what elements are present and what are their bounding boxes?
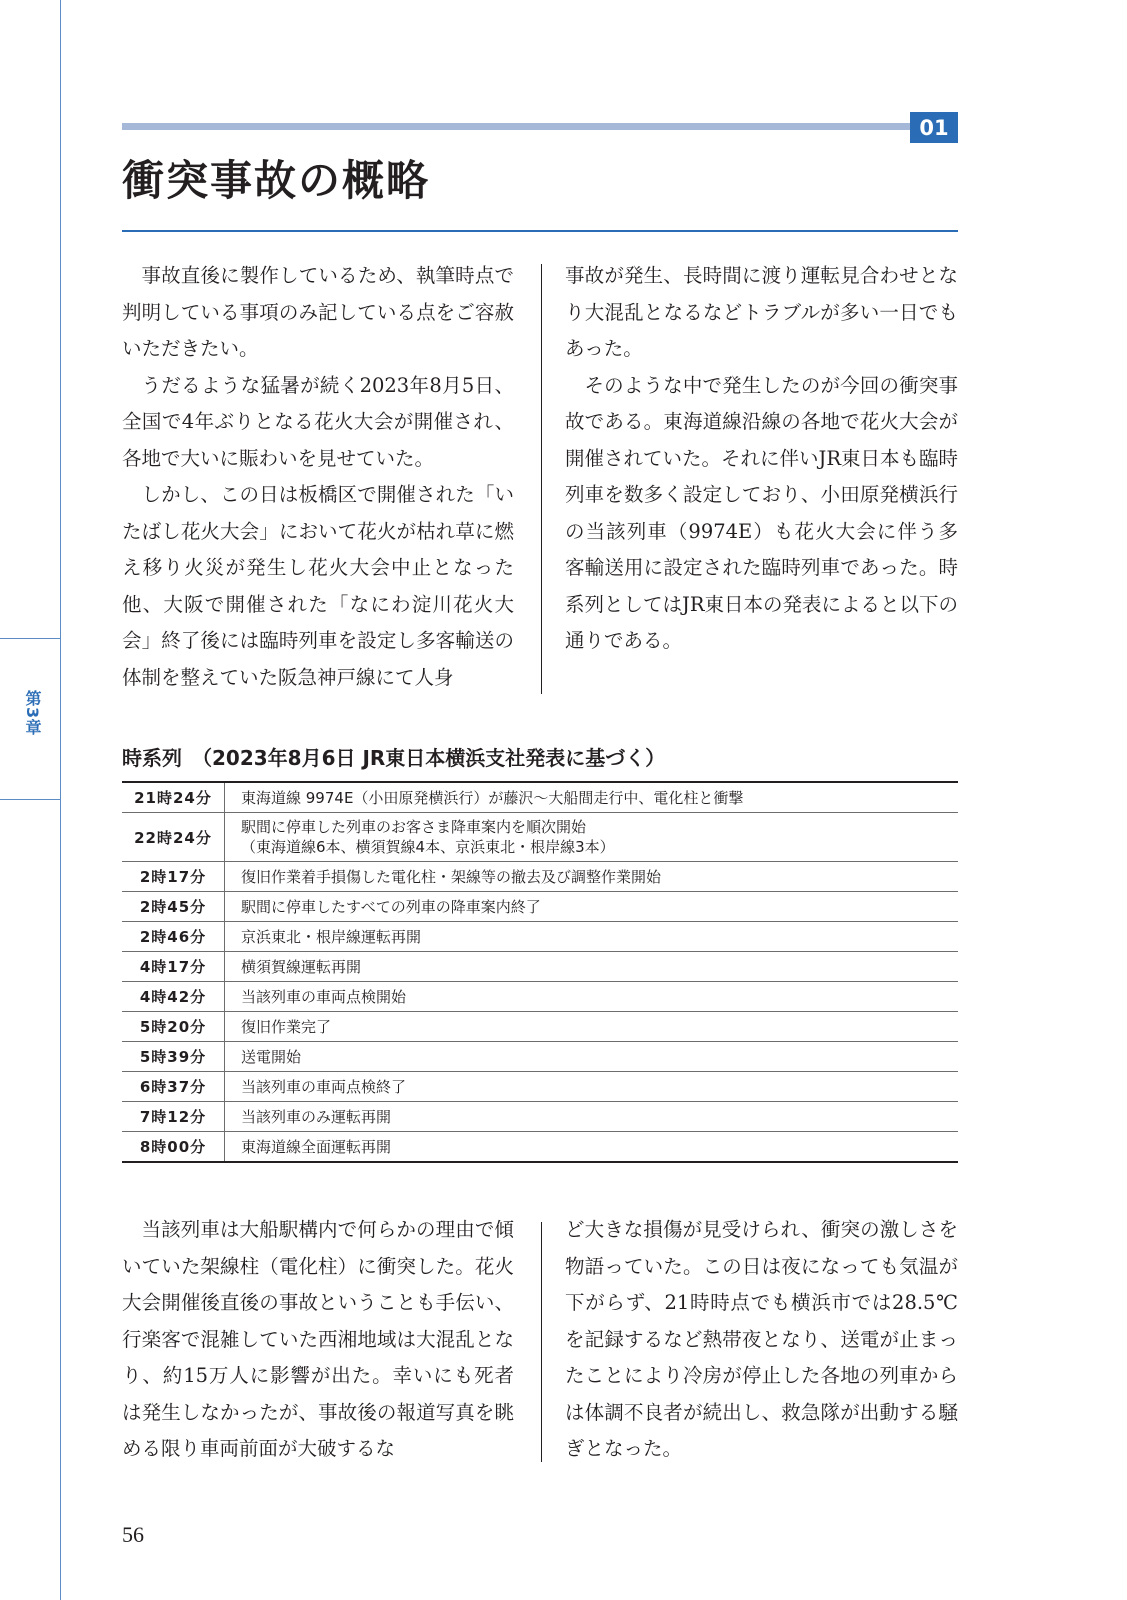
timeline-event [225, 952, 959, 982]
timeline-event-line: 復旧作業着手損傷した電化柱・架線等の撤去及び調整作業開始 [241, 867, 662, 886]
outro-paragraph-1: 当該列車は大船駅構内で何らかの理由で傾いていた架線柱（電化柱）に衝突した。花火大会開催後直後の事故ということも手伝い、行楽客で混雑していた西湘地域は大混乱となり、約15万人に影響が出た。幸いにも死者は発生しなかったが、事故後の報道写真を眺める限り車両前面が大破するな [122, 1218, 514, 1460]
column-divider [541, 1222, 542, 1462]
section-header-bar [122, 123, 914, 130]
table-row [122, 1042, 958, 1072]
title-underline [122, 230, 958, 232]
intro-paragraph-2: うだるような猛暑が続く2023年8月5日、全国で4年ぶりとなる花火大会が開催され、各地で大いに賑わいを見せていた。 [122, 373, 514, 470]
timeline-event-line: 送電開始 [241, 1047, 302, 1066]
timeline-event-line: 京浜東北・根岸線運転再開 [241, 927, 422, 946]
timeline-time: 7時12分 [122, 1102, 225, 1132]
timeline-event-line: 駅間に停車したすべての列車の降車案内終了 [241, 897, 541, 916]
timeline-event [225, 922, 959, 952]
timeline-time: 2時45分 [122, 892, 225, 922]
timeline-event-line: 当該列車の車両点検終了 [241, 1077, 407, 1096]
table-row [122, 1072, 958, 1102]
timeline-event [225, 1012, 959, 1042]
table-row [122, 862, 958, 892]
table-row [122, 1102, 958, 1132]
timeline-event [225, 892, 959, 922]
outro-paragraph-1-continued: ど大きな損傷が見受けられ、衝突の激しさを物語っていた。この日は夜になっても気温が下がらず、21時時点でも横浜市では28.5℃を記録するなど熱帯夜となり、送電が止まったことにより冷房が停止した各地の列車からは体調不良者が続出し、救急隊が出動する騒ぎとなった。 [565, 1218, 958, 1460]
timeline-time: 4時42分 [122, 982, 225, 1012]
intro-right-column [565, 258, 958, 660]
page-number: 56 [122, 1522, 144, 1547]
timeline-table [122, 781, 958, 1163]
timeline-time: 21時24分 [122, 782, 225, 813]
margin-rule [60, 0, 61, 1600]
table-row [122, 813, 958, 862]
table-row [122, 892, 958, 922]
timeline-event [225, 1132, 959, 1163]
table-row [122, 982, 958, 1012]
timeline-time: 6時37分 [122, 1072, 225, 1102]
timeline-event-line: 東海道線全面運転再開 [241, 1137, 392, 1156]
timeline-event [225, 813, 959, 862]
timeline-time: 5時39分 [122, 1042, 225, 1072]
timeline-time: 22時24分 [122, 813, 225, 862]
timeline-event [225, 862, 959, 892]
timeline-event-line: 駅間に停車した列車のお客さま降車案内を順次開始 [241, 818, 587, 836]
table-row [122, 1132, 958, 1163]
timeline-event [225, 782, 959, 813]
timeline-event-line: （東海道線6本、横須賀線4本、京浜東北・根岸線3本） [241, 838, 615, 856]
table-row [122, 1012, 958, 1042]
timeline-event-line: 復旧作業完了 [241, 1017, 332, 1036]
column-divider [541, 264, 542, 694]
timeline-event-line: 当該列車の車両点検開始 [241, 987, 407, 1006]
outro-right-column [565, 1212, 958, 1468]
timeline-event-line: 当該列車のみ運転再開 [241, 1107, 392, 1126]
timeline-time: 4時17分 [122, 952, 225, 982]
timeline-time: 2時46分 [122, 922, 225, 952]
intro-paragraph-3-continued: 事故が発生、長時間に渡り運転見合わせとなり大混乱となるなどトラブルが多い一日でもあった。 [565, 264, 958, 360]
timeline-time: 8時00分 [122, 1132, 225, 1163]
timeline-event [225, 982, 959, 1012]
table-row [122, 922, 958, 952]
table-row [122, 782, 958, 813]
intro-paragraph-4: そのような中で発生したのが今回の衝突事故である。東海道線沿線の各地で花火大会が開催されていた。それに伴いJR東日本も臨時列車を数多く設定しており、小田原発横浜行の当該列車（9974E）も花火大会に伴う多客輸送用に設定された臨時列車であった。時系列としてはJR東日本の発表によると以下の通りである。 [565, 373, 958, 652]
timeline-event [225, 1072, 959, 1102]
table-row [122, 952, 958, 982]
section-number-badge: 01 [910, 112, 958, 143]
timeline-event-line: 東海道線 9974E（小田原発横浜行）が藤沢～大船間走行中、電化柱と衝撃 [241, 788, 744, 807]
timeline-event [225, 1042, 959, 1072]
intro-paragraph-1: 事故直後に製作しているため、執筆時点で判明している事項のみ記している点をご容赦いただきたい。 [122, 264, 514, 360]
intro-paragraph-3: しかし、この日は板橋区で開催された「いたばし花火大会」において花火が枯れ草に燃え移り火災が発生し花火大会中止となった他、大阪で開催された「なにわ淀川花火大会」終了後には臨時列車を設定し多客輸送の体制を整えていた阪急神戸線にて人身 [122, 483, 514, 689]
intro-left-column [122, 258, 514, 696]
timeline-event [225, 1102, 959, 1132]
timeline-time: 5時20分 [122, 1012, 225, 1042]
timeline-event-line: 横須賀線運転再開 [241, 957, 362, 976]
timeline-title: 時系列 （2023年8月6日 JR東日本横浜支社発表に基づく） [122, 746, 666, 770]
page-title: 衝突事故の概略 [122, 156, 431, 205]
timeline-time: 2時17分 [122, 862, 225, 892]
outro-left-column [122, 1212, 514, 1468]
chapter-label: 第3章 [23, 690, 42, 737]
